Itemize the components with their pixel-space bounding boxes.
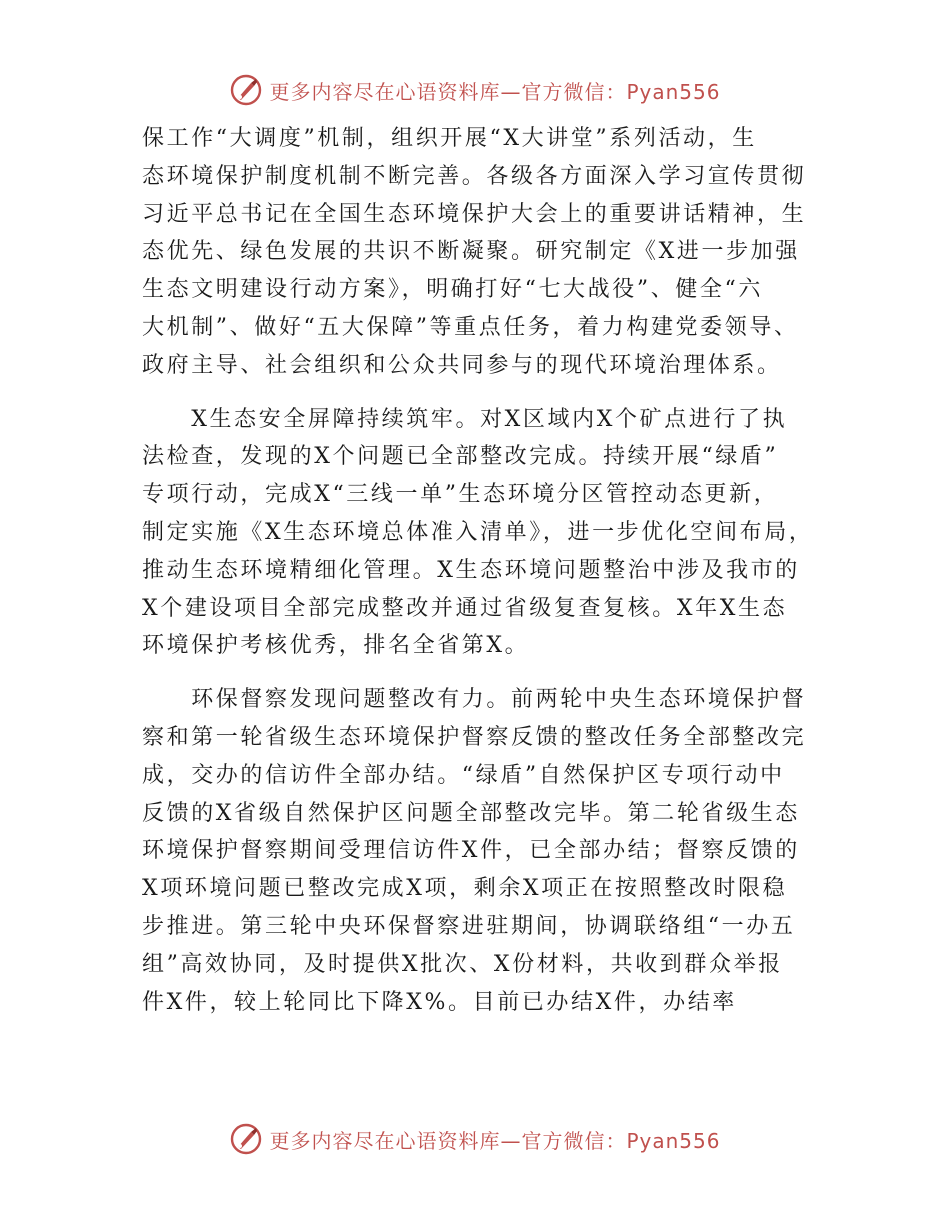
pen-quill-logo-icon: [229, 1122, 263, 1156]
text-line: 推动生态环境精细化管理。X生态环境问题整治中涉及我市的: [142, 557, 800, 583]
text-line: 专项行动，完成X“三线一单”生态环境分区管控动态更新，: [142, 482, 779, 508]
text-line: 环境保护督察期间受理信访件X件，已全部办结；督察反馈的: [142, 838, 800, 864]
paragraph: [142, 120, 812, 385]
banner-text: 更多内容尽在心语资料库—官方微信：Pyan556: [269, 79, 721, 104]
text-line: 察和第一轮省级生态环境保护督察反馈的整改任务全部整改完: [142, 724, 807, 750]
text-line: 环保督察发现问题整改有力。前两轮中央生态环境保护督: [142, 687, 807, 713]
text-line: X项环境问题已整改完成X项，剩余X项正在按照整改时限稳: [142, 876, 788, 902]
text-line: 制定实施《X生态环境总体准入清单》，进一步优化空间布局，: [142, 519, 814, 545]
banner-text: 更多内容尽在心语资料库—官方微信：Pyan556: [269, 1128, 721, 1153]
text-line: 成，交办的信访件全部办结。“绿盾”自然保护区专项行动中: [142, 762, 785, 788]
text-line: X生态安全屏障持续筑牢。对X区域内X个矿点进行了执: [142, 406, 788, 432]
text-line: 政府主导、社会组织和公众共同参与的现代环境治理体系。: [142, 352, 782, 378]
pen-quill-logo-icon: [229, 73, 263, 107]
paragraph: [142, 681, 812, 1021]
paragraph: [142, 401, 812, 666]
text-line: 法检查，发现的X个问题已全部整改完成。持续开展“绿盾”: [142, 444, 779, 470]
text-line: X个建设项目全部完成整改并通过省级复查复核。X年X生态: [142, 595, 788, 621]
footer-banner: [0, 1117, 950, 1161]
text-line: 态优先、绿色发展的共识不断凝聚。研究制定《X进一步加强: [142, 239, 800, 265]
text-line: 组”高效协同，及时提供X批次、X份材料，共收到群众举报: [142, 951, 783, 977]
text-line: 态环境保护制度机制不断完善。各级各方面深入学习宣传贯彻: [142, 163, 807, 189]
text-line: 大机制”、做好“五大保障”等重点任务，着力构建党委领导、: [142, 314, 799, 340]
text-line: 反馈的X省级自然保护区问题全部整改完毕。第二轮省级生态: [142, 800, 800, 826]
text-line: 环境保护考核优秀，排名全省第X。: [142, 633, 530, 659]
text-line: 步推进。第三轮中央环保督察进驻期间，协调联络组“一办五: [142, 913, 796, 939]
header-banner: [0, 68, 950, 112]
paragraph-gap: [142, 665, 812, 681]
body-text: [142, 120, 812, 1021]
text-line: 件X件，较上轮同比下降X%。目前已办结X件，办结率: [142, 989, 737, 1015]
text-line: 习近平总书记在全国生态环境保护大会上的重要讲话精神，生: [142, 201, 807, 227]
text-line: 保工作“大调度”机制，组织开展“X大讲堂”系列活动，生: [142, 126, 757, 151]
paragraph-gap: [142, 385, 812, 401]
text-line: 生态文明建设行动方案》，明确打好“七大战役”、健全“六: [142, 277, 763, 303]
